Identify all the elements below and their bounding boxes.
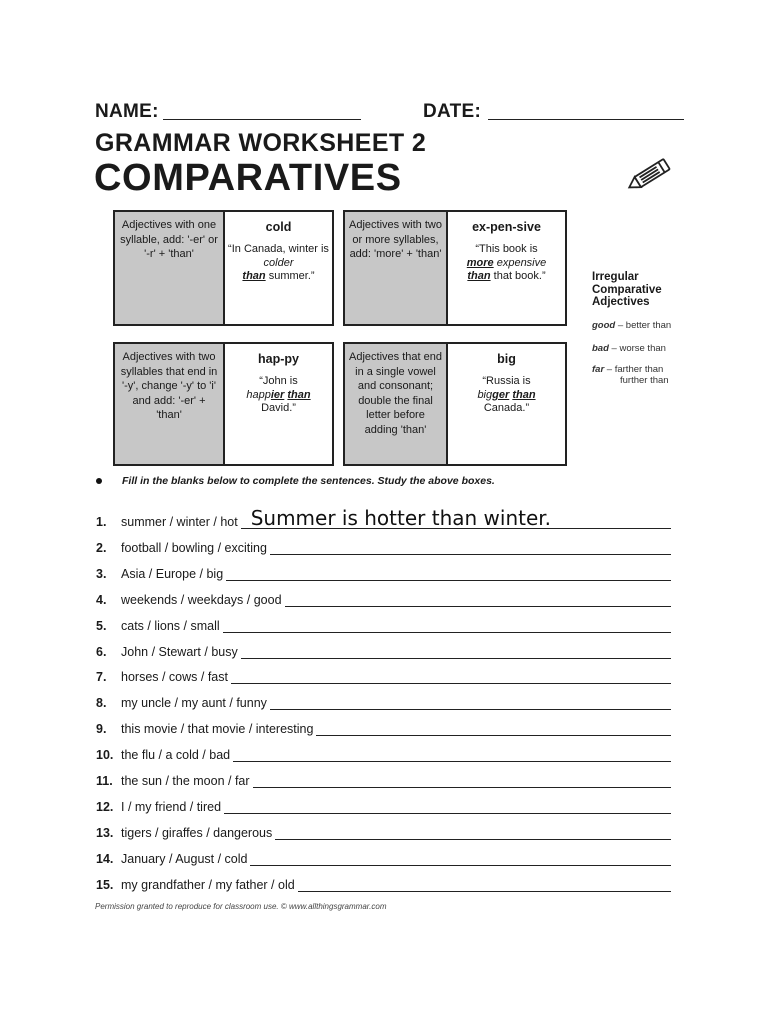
worksheet-title: GRAMMAR WORKSHEET 2: [95, 129, 427, 157]
question-prompt: January / August / cold: [121, 851, 248, 866]
question-number: 2.: [96, 540, 107, 555]
irregular-item-bad: bad – worse than: [592, 343, 666, 354]
question-number: 4.: [96, 592, 107, 607]
question-number: 12.: [96, 799, 114, 814]
question-prompt: John / Stewart / busy: [121, 644, 238, 659]
question-row: [96, 639, 671, 659]
question-prompt: summer / winter / hot: [121, 515, 238, 529]
question-number: 11.: [96, 774, 113, 788]
irregular-item-far: far – farther than: [592, 364, 664, 375]
question-number: 13.: [96, 825, 114, 840]
footer-permission: Permission granted to reproduce for classroom use. © www.allthingsgrammar.com: [95, 902, 387, 911]
answer-line[interactable]: [285, 592, 671, 607]
rule-example-word: cold: [265, 220, 292, 234]
irregular-item-good: good – better than: [592, 320, 672, 331]
answer-line[interactable]: [241, 644, 671, 659]
answer-line[interactable]: [231, 669, 671, 684]
question-prompt: the flu / a cold / bad: [121, 748, 231, 763]
question-row: [96, 690, 671, 710]
question-row: [96, 587, 671, 607]
bullet-icon: [96, 478, 102, 484]
rule-description: Adjectives that end in a single vowel and consonant; double the final letter before adding 'than': [345, 344, 448, 464]
worksheet-subtitle: COMPARATIVES: [94, 157, 402, 199]
question-prompt: this movie / that movie / interesting: [121, 722, 314, 737]
date-label: DATE:: [423, 101, 482, 122]
instruction-text: Fill in the blanks below to complete the sentences. Study the above boxes.: [122, 475, 495, 487]
question-row: [96, 820, 671, 840]
rule-example-sentence: “In Canada, winter is colder than summer.”: [228, 243, 329, 282]
rule-example-sentence: “John is happier than David.”: [246, 375, 311, 414]
question-prompt: horses / cows / fast: [121, 670, 228, 685]
question-row: [96, 613, 671, 633]
question-row: [96, 846, 671, 866]
question-row: [96, 561, 671, 581]
question-number: 5.: [96, 618, 107, 633]
answer-line[interactable]: [226, 566, 671, 581]
answer-line[interactable]: [298, 877, 671, 892]
question-number: 7.: [96, 670, 107, 685]
rule-box-two-syllables: [343, 210, 567, 326]
question-number: 6.: [96, 644, 107, 659]
handwritten-answer: Summer is hotter than winter.: [250, 506, 552, 530]
question-row: [96, 872, 671, 892]
question-prompt: tigers / giraffes / dangerous: [121, 825, 273, 840]
name-label: NAME:: [95, 101, 159, 122]
question-row: [96, 716, 671, 736]
rule-example-sentence: “Russia is bigger than Canada.”: [477, 375, 536, 414]
irregular-item-far-alt: further than: [620, 375, 669, 386]
irregular-title: Comparative: [592, 283, 662, 296]
question-prompt: I / my friend / tired: [121, 799, 222, 814]
answer-line[interactable]: [224, 799, 671, 814]
question-number: 14.: [96, 851, 114, 866]
question-row: [96, 535, 671, 555]
irregular-section: [592, 271, 692, 309]
question-prompt: my uncle / my aunt / funny: [121, 696, 267, 711]
question-prompt: cats / lions / small: [121, 618, 220, 633]
question-row: [96, 768, 671, 788]
answer-line[interactable]: [270, 695, 671, 710]
answer-line[interactable]: [250, 851, 671, 866]
question-prompt: my grandfather / my father / old: [121, 877, 295, 892]
question-row: [96, 794, 671, 814]
date-field-line[interactable]: [488, 119, 684, 120]
rule-example-word: ex-pen-sive: [472, 220, 541, 234]
rule-example-word: hap-py: [258, 352, 299, 366]
answer-line[interactable]: [270, 540, 671, 555]
answer-line[interactable]: [275, 825, 671, 840]
answer-line[interactable]: [316, 721, 671, 736]
answer-line[interactable]: [253, 773, 671, 788]
question-row: [96, 506, 671, 530]
rule-box-double-consonant: [343, 342, 567, 466]
rule-box-one-syllable: [113, 210, 334, 326]
rule-description: Adjectives with two or more syllables, add: 'more' + 'than': [345, 212, 448, 324]
question-number: 9.: [96, 722, 107, 737]
answer-line[interactable]: [241, 506, 671, 530]
question-prompt: football / bowling / exciting: [121, 540, 267, 555]
irregular-title: Irregular: [592, 271, 639, 283]
rule-description: Adjectives with two syllables that end in '-y', change '-y' to 'i' and add: '-er' + 'than': [115, 344, 225, 464]
rule-description: Adjectives with one syllable, add: '-er' or '-r' + 'than': [115, 212, 225, 324]
rule-example-word: big: [497, 352, 516, 366]
question-number: 10.: [96, 748, 114, 763]
question-number: 15.: [96, 877, 114, 892]
question-number: 1.: [96, 515, 107, 529]
answer-line[interactable]: [233, 747, 671, 762]
name-field-line[interactable]: [163, 119, 361, 120]
question-prompt: weekends / weekdays / good: [121, 592, 282, 607]
rule-box-ending-y: [113, 342, 334, 466]
question-row: [96, 664, 671, 684]
answer-line[interactable]: [223, 618, 671, 633]
question-number: 8.: [96, 696, 107, 711]
rule-example-sentence: “This book is more expensive than that book.”: [466, 243, 547, 282]
question-number: 3.: [96, 566, 107, 581]
pencil-icon: [622, 155, 680, 195]
irregular-title: Adjectives: [592, 296, 650, 308]
question-row: [96, 742, 671, 762]
question-prompt: Asia / Europe / big: [121, 566, 224, 581]
question-prompt: the sun / the moon / far: [121, 774, 250, 788]
